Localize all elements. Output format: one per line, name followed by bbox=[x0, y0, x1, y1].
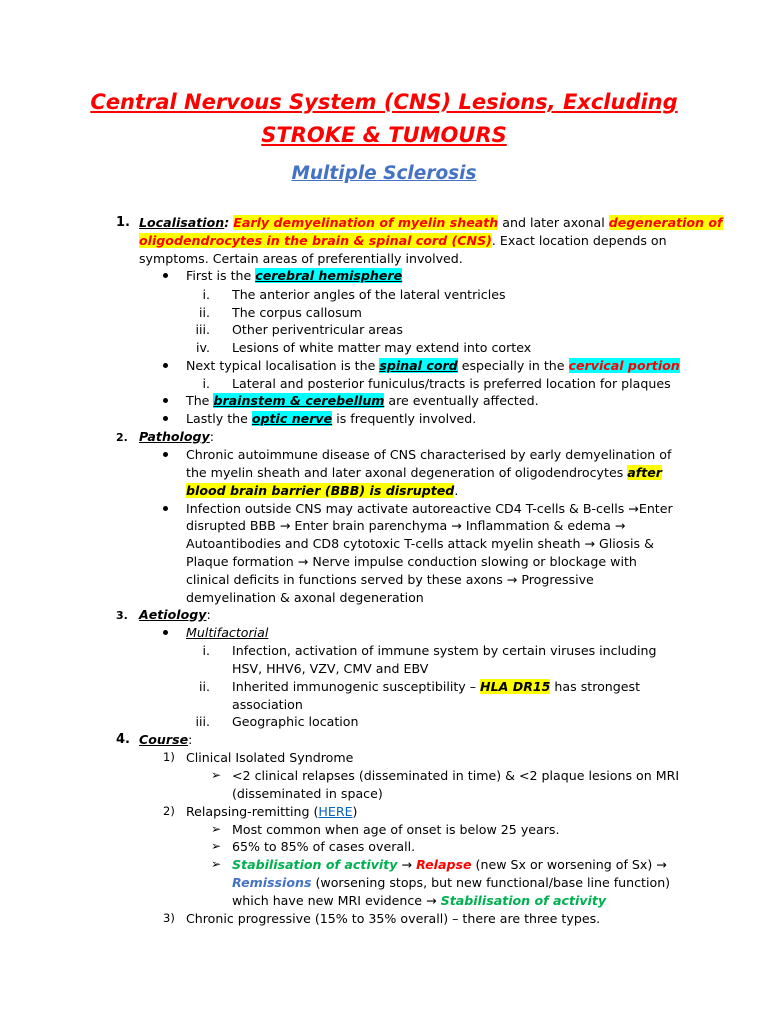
highlight-cerebral-hemisphere: cerebral hemisphere bbox=[255, 268, 403, 283]
section-1-heading: Localisation bbox=[139, 215, 225, 230]
remissions-text: Remissions bbox=[232, 875, 312, 890]
s4-item-3: Chronic progressive (15% to 35% overall) – there are three types. bbox=[186, 911, 601, 926]
s3-sub-ii-line-2: association bbox=[232, 697, 303, 712]
roman-numeral: iv. bbox=[196, 340, 210, 355]
arrow-bullet-icon: ➢ bbox=[211, 857, 222, 871]
section-4-heading: Course bbox=[139, 732, 189, 747]
s1-bullet-3: The brainstem & cerebellum are eventually affected. bbox=[186, 393, 539, 408]
bullet-dot bbox=[163, 398, 168, 403]
bullet-dot bbox=[163, 630, 168, 635]
section-4-number: 4. bbox=[116, 732, 130, 747]
s4-item-2-sub-a: Most common when age of onset is below 25 years. bbox=[232, 822, 560, 837]
highlight-brainstem: brainstem & cerebellum bbox=[213, 393, 385, 408]
here-link[interactable]: HERE bbox=[318, 804, 353, 819]
section-1-line-1: Localisation: Early demyelination of myelin sheath and later axonal degeneration of bbox=[139, 215, 723, 230]
roman-numeral: ii. bbox=[198, 679, 210, 694]
arrow-icon: → bbox=[656, 857, 667, 872]
s4-item-2: Relapsing-remitting (HERE) bbox=[186, 804, 358, 819]
arrow-icon: → bbox=[297, 554, 309, 569]
s2-bullet-2-line-1: Infection outside CNS may activate autoreactive CD4 T-cells & B-cells →Enter bbox=[186, 501, 673, 516]
arrow-icon: → bbox=[279, 518, 291, 533]
arrow-icon: → bbox=[451, 518, 462, 533]
document-title-line1: Central Nervous System (CNS) Lesions, Excluding bbox=[90, 90, 678, 114]
arrow-bullet-icon: ➢ bbox=[211, 822, 222, 836]
highlight-bbb-disrupted: blood brain barrier (BBB) is disrupted bbox=[186, 483, 455, 498]
s3-sub-ii-line-1: Inherited immunogenic susceptibility – HLA DR15 has strongest bbox=[232, 679, 641, 694]
arrow-bullet-icon: ➢ bbox=[211, 768, 222, 782]
section-1-line-2: oligodendrocytes in the brain & spinal cord (CNS). Exact location depends on bbox=[139, 233, 667, 248]
highlight-spinal-cord: spinal cord bbox=[379, 358, 458, 373]
section-3-heading: Aetiology bbox=[139, 607, 207, 622]
s3-sub-i-line-1: Infection, activation of immune system by certain viruses including bbox=[232, 643, 657, 658]
s3-sub-i-line-2: HSV, HHV6, VZV, CMV and EBV bbox=[232, 661, 429, 676]
section-3-number: 3. bbox=[116, 609, 128, 622]
section-2-number: 2. bbox=[116, 431, 128, 444]
arrow-icon: → bbox=[584, 536, 596, 551]
roman-numeral: i. bbox=[202, 376, 210, 391]
section-2-heading: Pathology bbox=[139, 429, 210, 444]
arrow-bullet-icon: ➢ bbox=[211, 839, 222, 853]
s1-bullet-2: Next typical localisation is the spinal cord especially in the cervical portion bbox=[186, 358, 680, 373]
highlight-oligodendrocytes: oligodendrocytes in the brain & spinal cord (CNS) bbox=[139, 233, 492, 248]
s4-item-2-sub-c-line-1: Stabilisation of activity → Relapse (new Sx or worsening of Sx) → bbox=[232, 857, 667, 872]
arrow-icon: → bbox=[614, 518, 626, 533]
document-subtitle: Multiple Sclerosis bbox=[291, 163, 477, 184]
s2-bullet-2-line-6: demyelination & axonal degeneration bbox=[186, 590, 424, 605]
s2-bullet-2-line-5: clinical deficits in functions served by these axons → Progressive bbox=[186, 572, 594, 587]
s3-sub-iii: Geographic location bbox=[232, 714, 359, 729]
s4-item-2-sub-b: 65% to 85% of cases overall. bbox=[232, 839, 416, 854]
arrow-icon: → bbox=[506, 572, 518, 587]
s2-bullet-1-line-2: the myelin sheath and later axonal degeneration of oligodendrocytes after bbox=[186, 465, 663, 480]
highlight-early-demyelination: Early demyelination of myelin sheath bbox=[233, 215, 499, 230]
s3-bullet-multifactorial: Multifactorial bbox=[186, 625, 269, 640]
bullet-dot bbox=[163, 273, 168, 278]
s4-item-2-sub-c-line-2: Remissions (worsening stops, but new functional/base line function) bbox=[232, 875, 671, 890]
s2-bullet-2-line-2: disrupted BBB → Enter brain parenchyma → Inflammation & edema → bbox=[186, 518, 626, 533]
roman-numeral: i. bbox=[202, 643, 210, 658]
arrow-icon: → bbox=[401, 857, 413, 872]
section-2-heading-line: Pathology: bbox=[139, 429, 215, 444]
bullet-dot bbox=[163, 416, 168, 421]
section-3-heading-line: Aetiology: bbox=[139, 607, 211, 622]
s2-bullet-2-line-4: Plaque formation → Nerve impulse conduction slowing or blockage with bbox=[186, 554, 637, 569]
s1-sub-item: Other periventricular areas bbox=[232, 322, 403, 337]
s1-bullet-1: First is the cerebral hemisphere bbox=[186, 268, 403, 283]
section-4-heading-line: Course: bbox=[139, 732, 193, 747]
bullet-dot bbox=[163, 506, 168, 511]
highlight-cervical-portion: cervical portion bbox=[568, 358, 680, 373]
s2-bullet-1-line-1: Chronic autoimmune disease of CNS characterised by early demyelination of bbox=[186, 447, 672, 462]
s1-sub-item: The anterior angles of the lateral ventricles bbox=[232, 287, 506, 302]
bullet-dot bbox=[163, 452, 168, 457]
relapse-text: Relapse bbox=[416, 857, 472, 872]
s1-bullet-4: Lastly the optic nerve is frequently involved. bbox=[186, 411, 477, 426]
document-title-line2: STROKE & TUMOURS bbox=[261, 123, 507, 147]
arrow-icon: → bbox=[628, 501, 639, 516]
roman-numeral: i. bbox=[202, 287, 210, 302]
section-1-line-3: symptoms. Certain areas of preferentially involved. bbox=[139, 251, 463, 266]
highlight-optic-nerve: optic nerve bbox=[251, 411, 333, 426]
s1-sub-item: Lateral and posterior funiculus/tracts is preferred location for plaques bbox=[232, 376, 671, 391]
s4-item-1: Clinical Isolated Syndrome bbox=[186, 750, 354, 765]
ordered-number: 1) bbox=[163, 750, 175, 764]
s1-sub-item: The corpus callosum bbox=[232, 305, 362, 320]
roman-numeral: iii. bbox=[195, 322, 210, 337]
arrow-icon: → bbox=[426, 893, 437, 908]
s2-bullet-1-line-3: blood brain barrier (BBB) is disrupted. bbox=[186, 483, 459, 498]
ordered-number: 2) bbox=[163, 804, 175, 818]
bullet-dot bbox=[163, 363, 168, 368]
stabilisation-text: Stabilisation of activity bbox=[440, 893, 607, 908]
s4-item-1-sub-line-1: <2 clinical relapses (disseminated in time) & <2 plaque lesions on MRI bbox=[232, 768, 680, 783]
highlight-after: after bbox=[627, 465, 663, 480]
s4-item-1-sub-line-2: (disseminated in space) bbox=[232, 786, 383, 801]
ordered-number: 3) bbox=[163, 911, 175, 925]
roman-numeral: iii. bbox=[195, 714, 210, 729]
section-1-number: 1. bbox=[116, 215, 130, 230]
stabilisation-text: Stabilisation of activity bbox=[232, 857, 398, 872]
highlight-degeneration: degeneration of bbox=[608, 215, 723, 230]
s2-bullet-2-line-3: Autoantibodies and CD8 cytotoxic T-cells attack myelin sheath → Gliosis & bbox=[186, 536, 654, 551]
highlight-hla-dr15: HLA DR15 bbox=[480, 679, 551, 694]
s4-item-2-sub-c-line-3: which have new MRI evidence → Stabilisation of activity bbox=[232, 893, 607, 908]
roman-numeral: ii. bbox=[198, 305, 210, 320]
s1-sub-item: Lesions of white matter may extend into cortex bbox=[232, 340, 532, 355]
